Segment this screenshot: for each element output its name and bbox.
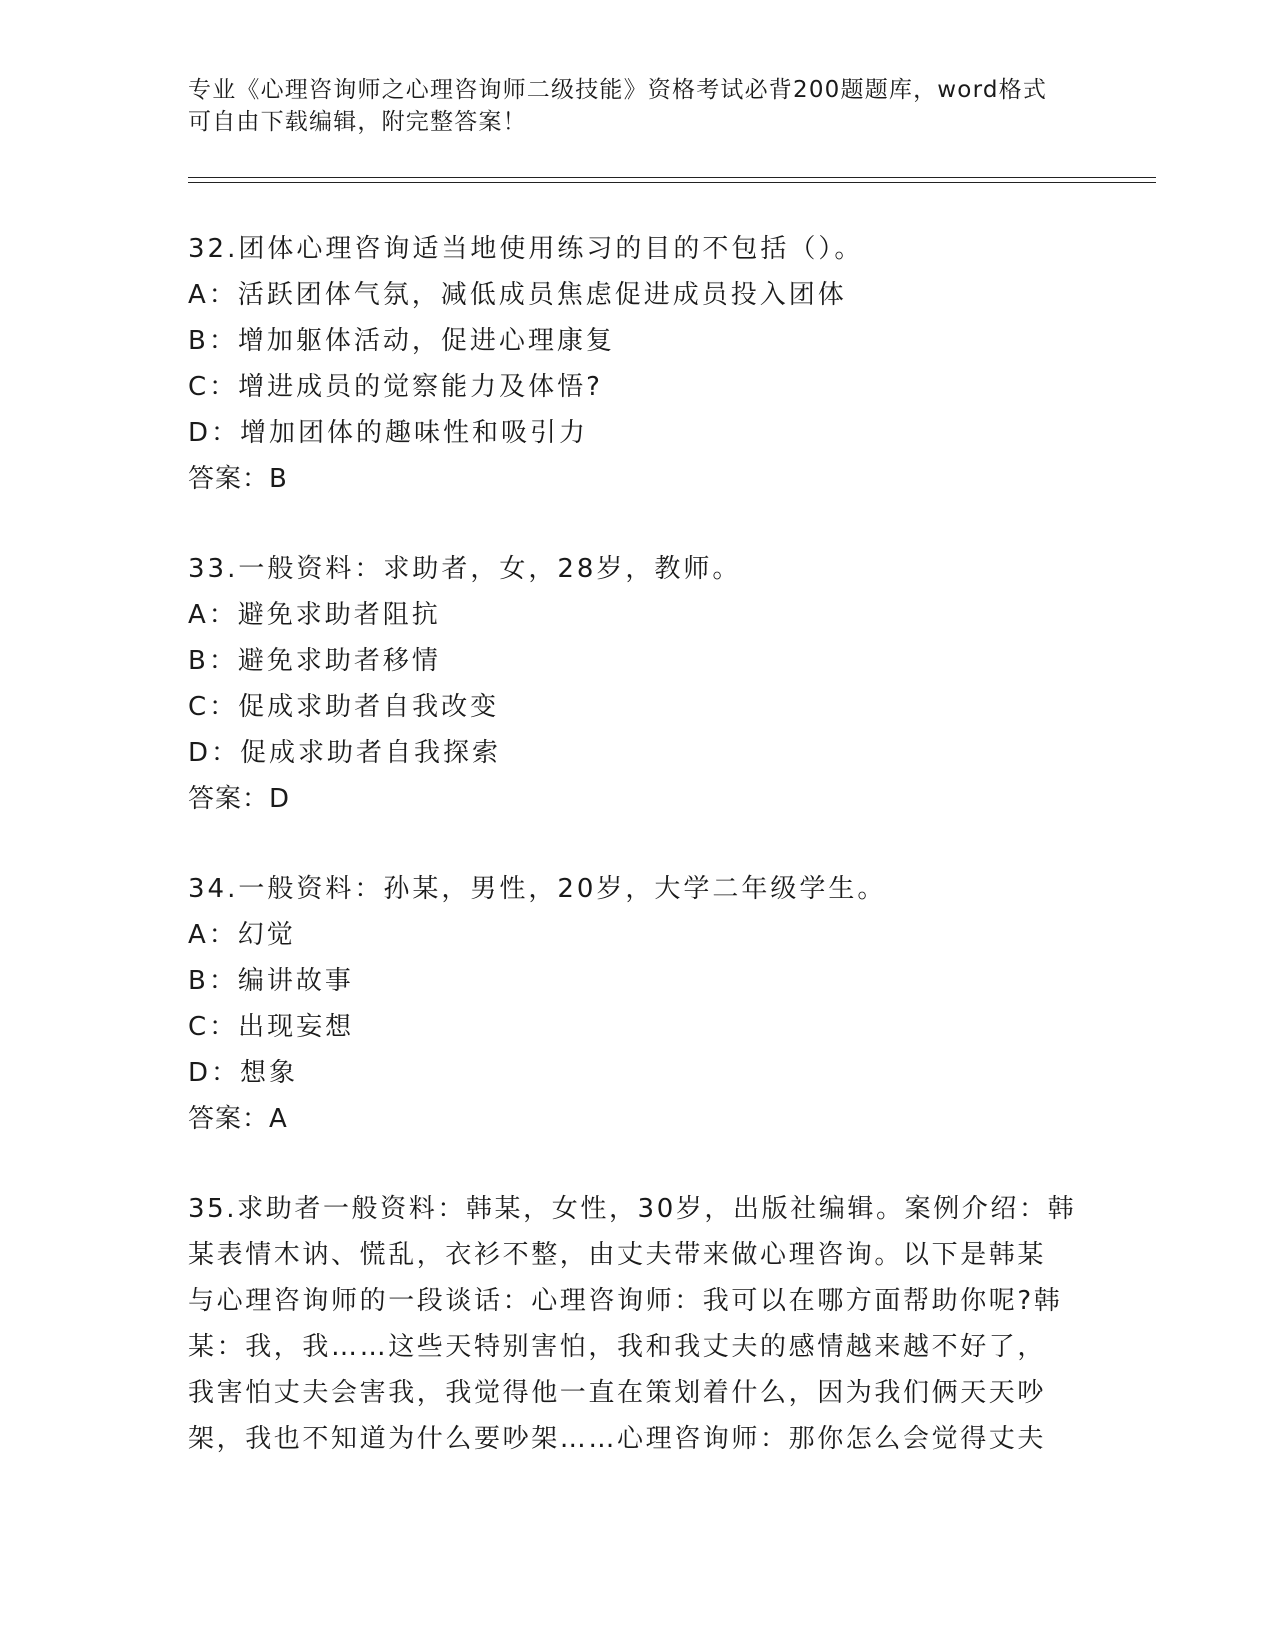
option-d: D：想象 bbox=[188, 1058, 299, 1088]
question-stem: 34.一般资料：孙某，男性，20岁，大学二年级学生。 bbox=[188, 874, 887, 904]
question-33 bbox=[188, 546, 1108, 822]
answer: 答案：B bbox=[188, 464, 288, 494]
option-d: D：增加团体的趣味性和吸引力 bbox=[188, 418, 589, 448]
question-stem-line: 某表情木讷、慌乱，衣衫不整，由丈夫带来做心理咨询。以下是韩某 bbox=[188, 1240, 1047, 1270]
question-stem-line: 我害怕丈夫会害我，我觉得他一直在策划着什么，因为我们俩天天吵 bbox=[188, 1378, 1047, 1408]
question-35 bbox=[188, 1186, 1108, 1462]
question-stem-line: 与心理咨询师的一段谈话：心理咨询师：我可以在哪方面帮助你呢?韩 bbox=[188, 1286, 1063, 1316]
header-divider-top bbox=[188, 177, 1156, 178]
question-stem: 33.一般资料：求助者，女，28岁，教师。 bbox=[188, 554, 742, 584]
option-c: C：促成求助者自我改变 bbox=[188, 692, 500, 722]
question-34 bbox=[188, 866, 1108, 1142]
option-d: D：促成求助者自我探索 bbox=[188, 738, 502, 768]
question-stem-line: 某：我，我……这些天特别害怕，我和我丈夫的感情越来越不好了， bbox=[188, 1332, 1047, 1362]
option-a: A：活跃团体气氛，减低成员焦虑促进成员投入团体 bbox=[188, 280, 847, 310]
answer: 答案：A bbox=[188, 1104, 288, 1134]
header-line-1: 专业《心理咨询师之心理咨询师二级技能》资格考试必背200题题库，word格式 bbox=[188, 77, 1048, 103]
header-line-2: 可自由下载编辑，附完整答案！ bbox=[188, 109, 527, 135]
answer: 答案：D bbox=[188, 784, 291, 814]
question-32 bbox=[188, 226, 1108, 502]
option-b: B：增加躯体活动，促进心理康复 bbox=[188, 326, 615, 356]
option-c: C：增进成员的觉察能力及体悟? bbox=[188, 372, 603, 402]
option-a: A：避免求助者阻抗 bbox=[188, 600, 441, 630]
question-stem-line: 架，我也不知道为什么要吵架……心理咨询师：那你怎么会觉得丈夫 bbox=[188, 1424, 1047, 1454]
document-header bbox=[188, 74, 1088, 138]
option-b: B：编讲故事 bbox=[188, 966, 354, 996]
question-stem: 32.团体心理咨询适当地使用练习的目的不包括（）。 bbox=[188, 234, 864, 264]
option-a: A：幻觉 bbox=[188, 920, 296, 950]
option-b: B：避免求助者移情 bbox=[188, 646, 441, 676]
header-divider-bottom bbox=[188, 182, 1156, 183]
question-stem-line: 35.求助者一般资料：韩某，女性，30岁，出版社编辑。案例介绍：韩 bbox=[188, 1194, 1077, 1224]
option-c: C：出现妄想 bbox=[188, 1012, 355, 1042]
